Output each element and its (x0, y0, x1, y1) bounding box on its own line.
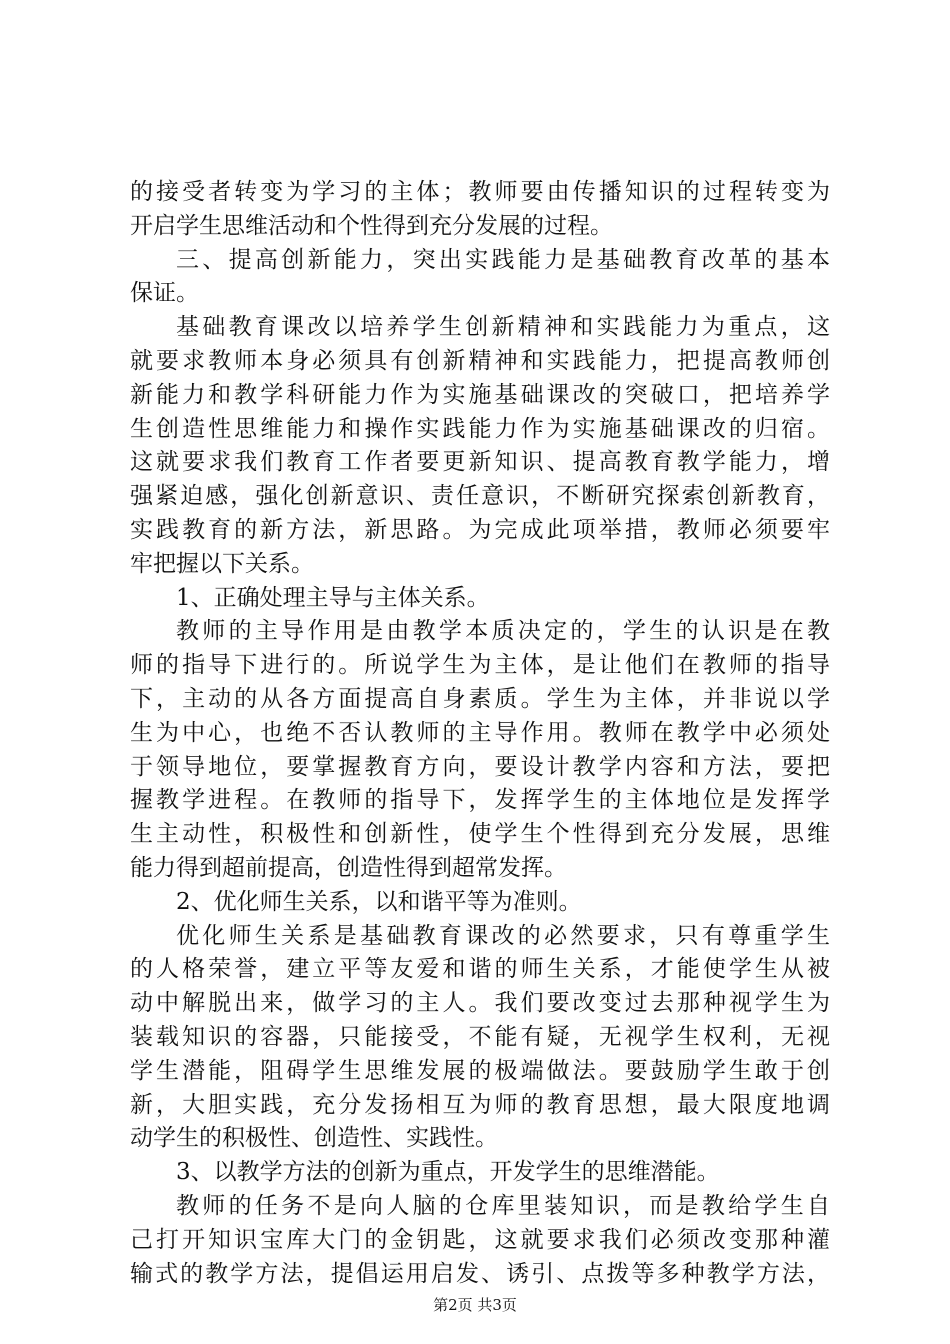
text-line: 装载知识的容器，只能接受，不能有疑，无视学生权利，无视 (130, 1023, 830, 1050)
text-line: 师的指导下进行的。所说学生为主体，是让他们在教师的指导 (130, 652, 830, 679)
text-line: 生创造性思维能力和操作实践能力作为实施基础课改的归宿。 (130, 415, 830, 442)
text-line: 的人格荣誉，建立平等友爱和谐的师生关系，才能使学生从被 (130, 956, 830, 983)
text-line: 开启学生思维活动和个性得到充分发展的过程。 (130, 212, 613, 239)
text-line: 牢把握以下关系。 (130, 550, 314, 577)
text-line: 优化师生关系是基础教育课改的必然要求，只有尊重学生 (176, 922, 830, 949)
text-line: 就要求教师本身必须具有创新精神和实践能力，把提高教师创 (130, 347, 830, 374)
text-line: 三、提高创新能力，突出实践能力是基础教育改革的基本 (176, 246, 830, 273)
text-line: 强紧迫感，强化创新意识、责任意识，不断研究探索创新教育， (130, 483, 830, 510)
text-line: 动中解脱出来，做学习的主人。我们要改变过去那种视学生为 (130, 990, 830, 1017)
text-line: 下，主动的从各方面提高自身素质。学生为主体，并非说以学 (130, 685, 830, 712)
text-line: 生主动性，积极性和创新性，使学生个性得到充分发展，思维 (130, 821, 830, 848)
text-line: 教师的主导作用是由教学本质决定的，学生的认识是在教 (176, 618, 830, 645)
text-line: 学生潜能，阻碍学生思维发展的极端做法。要鼓励学生敢于创 (130, 1057, 830, 1084)
text-line: 生为中心，也绝不否认教师的主导作用。教师在教学中必须处 (130, 719, 830, 746)
text-line: 于领导地位，要掌握教育方向，要设计教学内容和方法，要把 (130, 753, 830, 780)
text-line: 输式的教学方法，提倡运用启发、诱引、点拨等多种教学方法， (130, 1260, 830, 1287)
text-line: 新，大胆实践，充分发扬相互为师的教育思想，最大限度地调 (130, 1091, 830, 1118)
text-line: 保证。 (130, 280, 199, 307)
page-footer: 第2页 共3页 (433, 1296, 517, 1314)
section-heading: 1、正确处理主导与主体关系。 (176, 584, 490, 611)
text-line: 实践教育的新方法，新思路。为完成此项举措，教师必须要牢 (130, 516, 830, 543)
text-line: 教师的任务不是向人脑的仓库里装知识，而是教给学生自 (176, 1192, 830, 1219)
text-line: 能力得到超前提高，创造性得到超常发挥。 (130, 854, 567, 881)
text-line: 的接受者转变为学习的主体；教师要由传播知识的过程转变为 (130, 179, 830, 205)
text-line: 新能力和教学科研能力作为实施基础课改的突破口，把培养学 (130, 381, 830, 408)
section-heading: 2、优化师生关系，以和谐平等为准则。 (176, 888, 582, 915)
text-line: 握教学进程。在教师的指导下，发挥学生的主体地位是发挥学 (130, 787, 830, 814)
text-line: 基础教育课改以培养学生创新精神和实践能力为重点，这 (176, 314, 830, 341)
section-heading: 3、以教学方法的创新为重点，开发学生的思维潜能。 (176, 1159, 720, 1186)
text-line: 己打开知识宝库大门的金钥匙，这就要求我们必须改变那种灌 (130, 1226, 830, 1253)
text-line: 这就要求我们教育工作者要更新知识、提高教育教学能力，增 (130, 449, 830, 476)
text-line: 动学生的积极性、创造性、实践性。 (130, 1125, 498, 1152)
body-text (130, 176, 830, 1291)
